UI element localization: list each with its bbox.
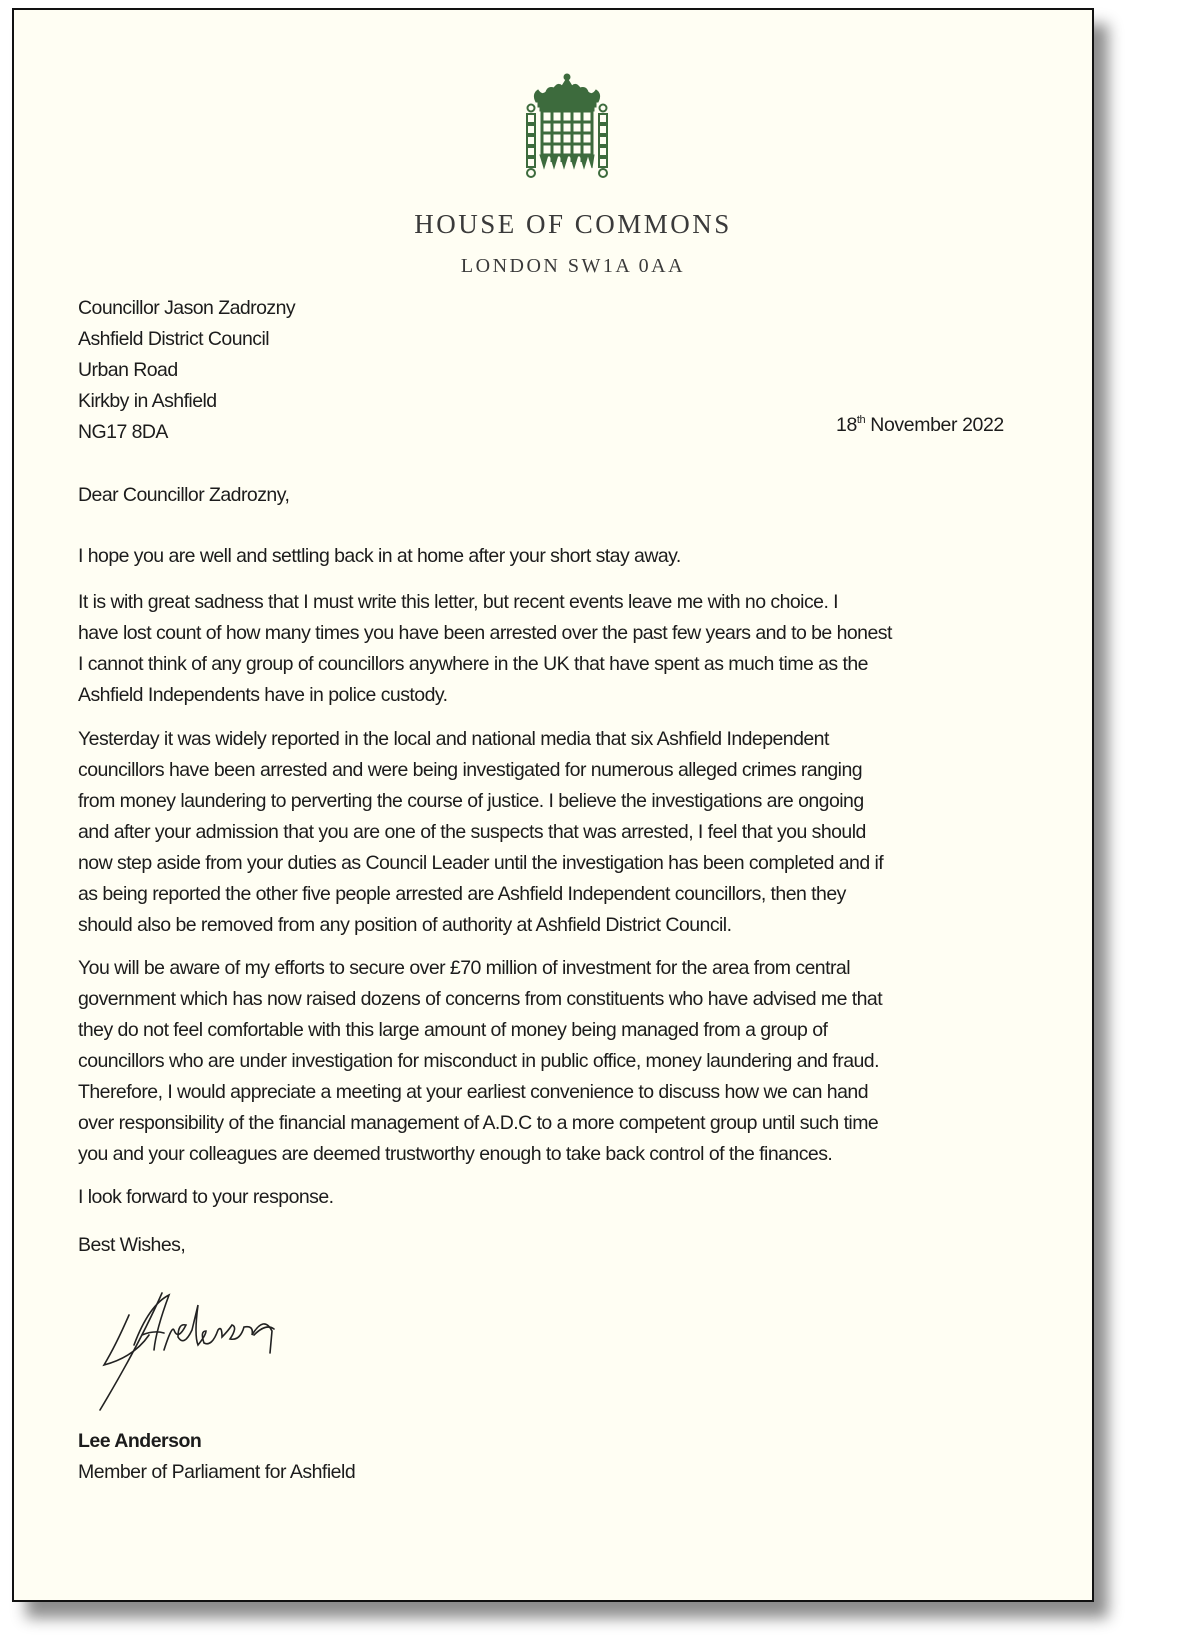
- paragraph-line: from money laundering to perverting the course of justice. I believe the investigations are ongoing: [78, 790, 864, 812]
- closing: Best Wishes,: [78, 1234, 186, 1256]
- paragraph-line: government which has now raised dozens of concerns from constituents who have advised me that: [78, 988, 883, 1010]
- paragraph-1: [78, 541, 681, 572]
- paragraph-line: should also be removed from any position of authority at Ashfield District Council.: [78, 914, 732, 936]
- paragraph-line: I hope you are well and settling back in at home after your short stay away.: [78, 545, 681, 567]
- recipient-line: NG17 8DA: [78, 421, 168, 443]
- signatory-role: Member of Parliament for Ashfield: [78, 1461, 356, 1483]
- paragraph-line: you and your colleagues are deemed trustworthy enough to take back control of the finances.: [78, 1143, 833, 1165]
- letterhead-address: LONDON SW1A 0AA: [460, 255, 686, 277]
- recipient-line: Ashfield District Council: [78, 328, 270, 350]
- recipient-line: Kirkby in Ashfield: [78, 390, 217, 412]
- paragraph-line: councillors have been arrested and were being investigated for numerous alleged crimes ranging: [78, 759, 863, 781]
- paragraph-line: now step aside from your duties as Council Leader until the investigation has been completed and if: [78, 852, 884, 874]
- paragraph-line: councillors who are under investigation for misconduct in public office, money laundering and fraud.: [78, 1050, 879, 1072]
- paragraph-line: Yesterday it was widely reported in the local and national media that six Ashfield Independent: [78, 728, 829, 750]
- paragraph-line: as being reported the other five people arrested are Ashfield Independent councillors, then they: [78, 883, 846, 905]
- paragraph-line: Therefore, I would appreciate a meeting at your earliest convenience to discuss how we can hand: [78, 1081, 868, 1103]
- paragraph-line: they do not feel comfortable with this large amount of money being managed from a group of: [78, 1019, 828, 1041]
- letter-page: [12, 8, 1094, 1602]
- recipient-line: Urban Road: [78, 359, 178, 381]
- date-day: 18: [836, 414, 857, 436]
- paragraph-5: [78, 1182, 334, 1213]
- recipient-address: [78, 293, 295, 448]
- paragraph-3: [78, 724, 883, 941]
- recipient-line: Councillor Jason Zadrozny: [78, 297, 296, 319]
- paragraph-line: have lost count of how many times you have been arrested over the past few years and to be honest: [78, 622, 892, 644]
- date-suffix: th: [856, 414, 866, 426]
- date-month-year: November 2022: [870, 414, 1004, 436]
- paragraph-line: I look forward to your response.: [78, 1186, 334, 1208]
- paragraph-line: I cannot think of any group of councillors anywhere in the UK that have spent as much time as the: [78, 653, 868, 675]
- paragraph-4: [78, 953, 882, 1170]
- signatory-name: Lee Anderson: [78, 1430, 202, 1452]
- paragraph-line: Ashfield Independents have in police custody.: [78, 684, 448, 706]
- paragraph-line: It is with great sadness that I must write this letter, but recent events leave me with no choice. I: [78, 591, 839, 613]
- paragraph-line: You will be aware of my efforts to secure over £70 million of investment for the area from central: [78, 957, 850, 979]
- paragraph-line: and after your admission that you are one of the suspects that was arrested, I feel that you should: [78, 821, 866, 843]
- letterhead-title: HOUSE OF COMMONS: [414, 209, 732, 239]
- letter-date: [836, 414, 1004, 437]
- paragraph-2: [78, 587, 892, 711]
- salutation: Dear Councillor Zadrozny,: [78, 484, 290, 506]
- handwritten-signature-icon: [94, 1275, 334, 1415]
- portcullis-crest-icon: [522, 72, 612, 182]
- paragraph-line: over responsibility of the financial management of A.D.C to a more competent group until such time: [78, 1112, 879, 1134]
